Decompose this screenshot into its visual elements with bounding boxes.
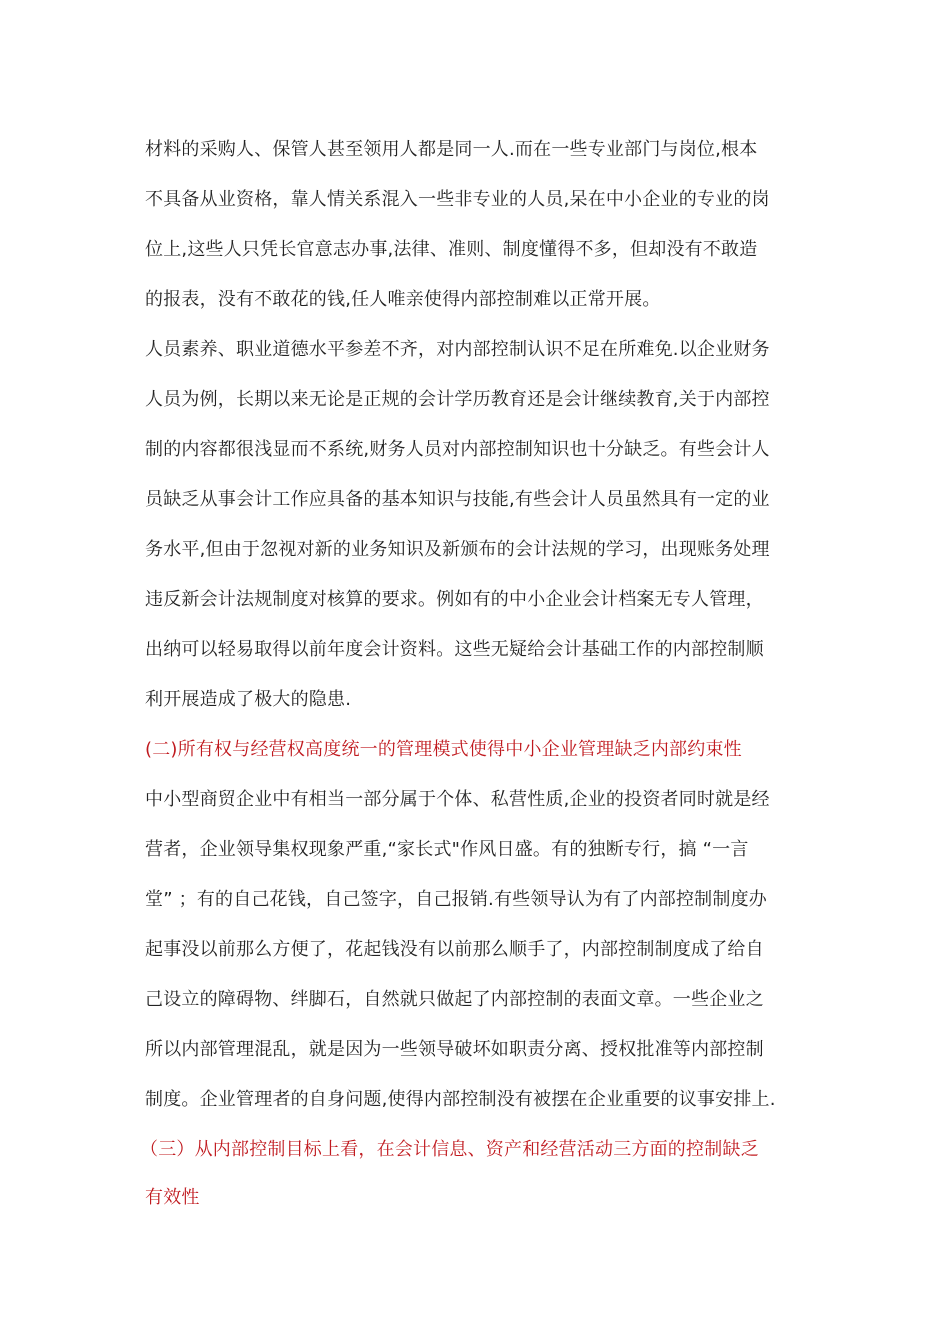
- paragraph-2-line-1: 人员素养、职业道德水平参差不齐，对内部控制认识不足在所难免.以企业财务: [145, 339, 770, 360]
- section-heading-2: (二)所有权与经营权高度统一的管理模式使得中小企业管理缺乏内部约束性: [145, 739, 742, 760]
- paragraph-2-line-8: 利开展造成了极大的隐患.: [145, 689, 352, 710]
- section-heading-3-line-1: （三）从内部控制目标上看，在会计信息、资产和经营活动三方面的控制缺乏: [140, 1139, 759, 1160]
- paragraph-1-line-1: 材料的采购人、保管人甚至领用人都是同一人.而在一些专业部门与岗位,根本: [145, 139, 758, 160]
- paragraph-3-line-6: 所以内部管理混乱，就是因为一些领导破坏如职责分离、授权批准等内部控制: [145, 1039, 764, 1060]
- paragraph-3-line-4: 起事没以前那么方便了，花起钱没有以前那么顺手了，内部控制制度成了给自: [145, 939, 764, 960]
- paragraph-3-line-3: 堂” ；有的自己花钱，自己签字，自己报销.有些领导认为有了内部控制制度办: [145, 889, 767, 910]
- paragraph-2-line-3: 制的内容都很浅显而不系统,财务人员对内部控制知识也十分缺乏。有些会计人: [145, 439, 770, 460]
- paragraph-2-line-4: 员缺乏从事会计工作应具备的基本知识与技能,有些会计人员虽然具有一定的业: [145, 489, 770, 510]
- paragraph-1-line-4: 的报表，没有不敢花的钱,任人唯亲使得内部控制难以正常开展。: [145, 289, 661, 310]
- section-heading-3-line-2: 有效性: [145, 1187, 200, 1208]
- paragraph-1-line-3: 位上,这些人只凭长官意志办事,法律、准则、制度懂得不多，但却没有不敢造: [145, 239, 758, 260]
- paragraph-2-line-5: 务水平,但由于忽视对新的业务知识及新颁布的会计法规的学习，出现账务处理: [145, 539, 770, 560]
- paragraph-2-line-2: 人员为例，长期以来无论是正规的会计学历教育还是会计继续教育,关于内部控: [145, 389, 770, 410]
- paragraph-3-line-5: 己设立的障碍物、绊脚石，自然就只做起了内部控制的表面文章。一些企业之: [145, 989, 764, 1010]
- paragraph-3-line-2: 营者，企业领导集权现象严重,“家长式"作风日盛。有的独断专行，搞 “一言: [145, 839, 749, 860]
- paragraph-1-line-2: 不具备从业资格，靠人情关系混入一些非专业的人员,呆在中小企业的专业的岗: [145, 189, 770, 210]
- paragraph-2-line-6: 违反新会计法规制度对核算的要求。例如有的中小企业会计档案无专人管理，: [145, 589, 764, 610]
- paragraph-3-line-7: 制度。企业管理者的自身问题,使得内部控制没有被摆在企业重要的议事安排上.: [145, 1089, 776, 1110]
- paragraph-2-line-7: 出纳可以轻易取得以前年度会计资料。这些无疑给会计基础工作的内部控制顺: [145, 639, 764, 660]
- paragraph-3-line-1: 中小型商贸企业中有相当一部分属于个体、私营性质,企业的投资者同时就是经: [145, 789, 770, 810]
